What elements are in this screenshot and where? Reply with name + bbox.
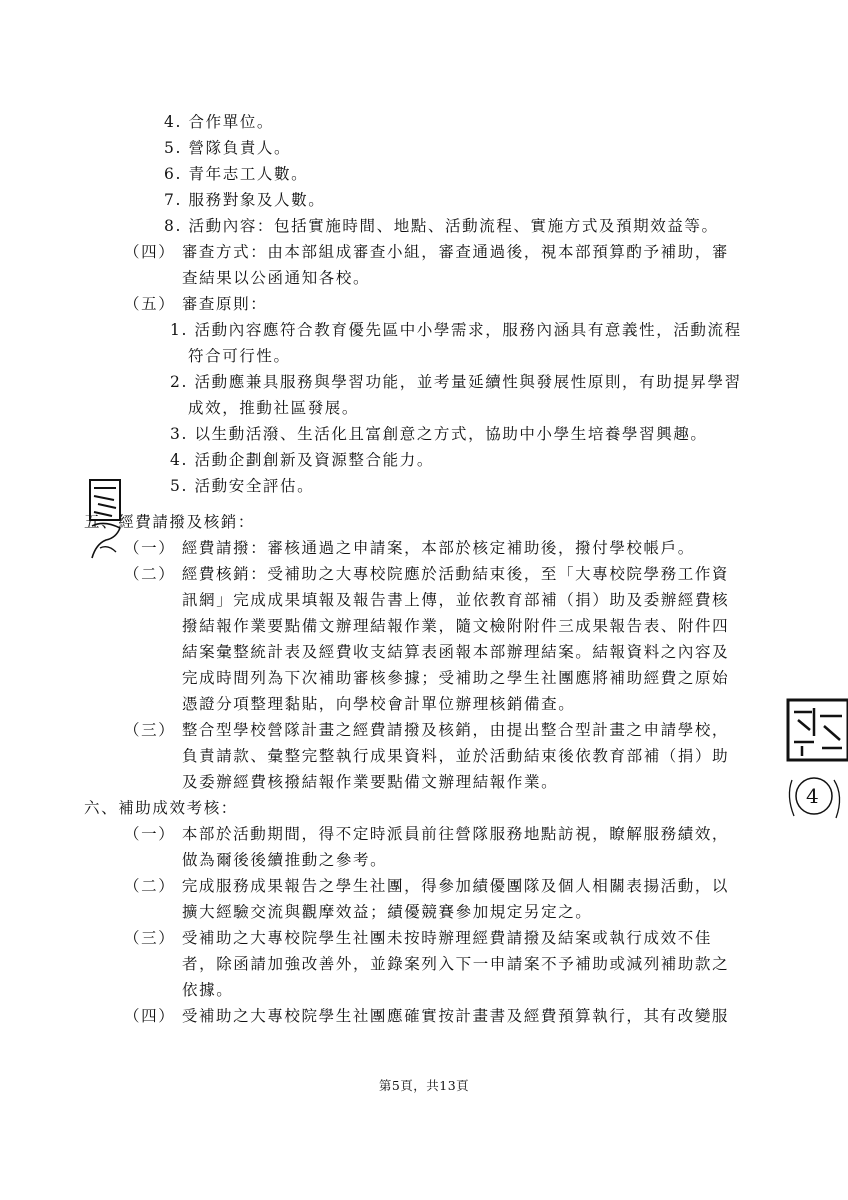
paragraph-line: 訊網」完成成果填報及報告書上傳，並依教育部補（捐）助及委辦經費核: [182, 591, 730, 609]
paragraph-line: 結案彙整統計表及經費收支結算表函報本部辦理結案。結報資料之內容及: [182, 643, 730, 661]
list-item: 6. 青年志工人數。: [164, 165, 309, 183]
paragraph-line: 擴大經驗交流與觀摩效益；績優競賽參加規定另定之。: [182, 903, 593, 921]
paragraph-line: 依據。: [182, 981, 234, 999]
list-item: 7. 服務對象及人數。: [164, 191, 326, 209]
paragraph-line: （一） 本部於活動期間，得不定時派員前往營隊服務地點訪視，瞭解服務績效，: [124, 825, 730, 843]
paragraph-line: （三） 整合型學校營隊計畫之經費請撥及核銷，由提出整合型計畫之申請學校，: [124, 721, 730, 739]
paragraph-line: 查結果以公函通知各校。: [182, 269, 371, 287]
paragraph-line: 做為爾後後續推動之參考。: [182, 851, 388, 869]
paragraph-line: （四） 受補助之大專校院學生社團應確實按計畫書及經費預算執行，其有改變服: [124, 1007, 730, 1025]
paragraph-line: 及委辦經費核撥結報作業要點備文辦理結報作業。: [182, 773, 559, 791]
paragraph-line: 者，除函請加強改善外，並錄案列入下一申請案不予補助或減列補助款之: [182, 955, 730, 973]
paragraph-line: （三） 受補助之大專校院學生社團未按時辦理經費請撥及結案或執行成效不佳: [124, 929, 712, 947]
paragraph-line: 憑證分項整理黏貼，向學校會計單位辦理核銷備查。: [182, 695, 576, 713]
paragraph-line: 完成時間列為下次補助審核參據；受補助之學生社團應將補助經費之原始: [182, 669, 730, 687]
list-item: 5. 營隊負責人。: [164, 139, 292, 157]
paragraph-line: （二） 經費核銷：受補助之大專校院應於活動結束後，至「大專校院學務工作資: [124, 565, 730, 583]
list-item: 成效，推動社區發展。: [188, 399, 360, 417]
right-seal-stamp: [784, 696, 848, 826]
list-item: 3. 以生動活潑、生活化且富創意之方式，協助中小學生培養學習興趣。: [170, 425, 708, 443]
paragraph-line: 撥結報作業要點備文辦理結報作業，隨文檢附附件三成果報告表、附件四: [182, 617, 730, 635]
list-item: 符合可行性。: [188, 347, 291, 365]
paragraph-line: （四） 審查方式：由本部組成審查小組，審查通過後，視本部預算酌予補助，審: [124, 243, 730, 261]
paragraph-line: 負責請款、彙整完整執行成果資料，並於活動結束後依教育部補（捐）助: [182, 747, 730, 765]
section-heading: 六、補助成效考核：: [84, 799, 238, 817]
page-footer: 第5頁，共13頁: [378, 1078, 470, 1093]
list-item: 5. 活動安全評估。: [170, 477, 315, 495]
list-item: 1. 活動內容應符合教育優先區中小學需求，服務內涵具有意義性，活動流程: [170, 321, 742, 339]
section-heading: （五） 審查原則：: [124, 295, 268, 313]
list-item: 8. 活動內容：包括實施時間、地點、活動流程、實施方式及預期效益等。: [164, 217, 719, 235]
list-item: 4. 活動企劃創新及資源整合能力。: [170, 451, 434, 469]
list-item: 2. 活動應兼具服務與學習功能，並考量延續性與發展性原則，有助提昇學習: [170, 373, 742, 391]
section-heading: 五、經費請撥及核銷：: [84, 513, 256, 531]
left-seal-stamp: [86, 478, 126, 568]
paragraph-line: （二） 完成服務成果報告之學生社團，得參加績優團隊及個人相關表揚活動，以: [124, 877, 730, 895]
right-seal-number: 4: [806, 784, 819, 808]
paragraph-line: （一） 經費請撥：審核通過之申請案，本部於核定補助後，撥付學校帳戶。: [124, 539, 695, 557]
list-item: 4. 合作單位。: [164, 113, 275, 131]
